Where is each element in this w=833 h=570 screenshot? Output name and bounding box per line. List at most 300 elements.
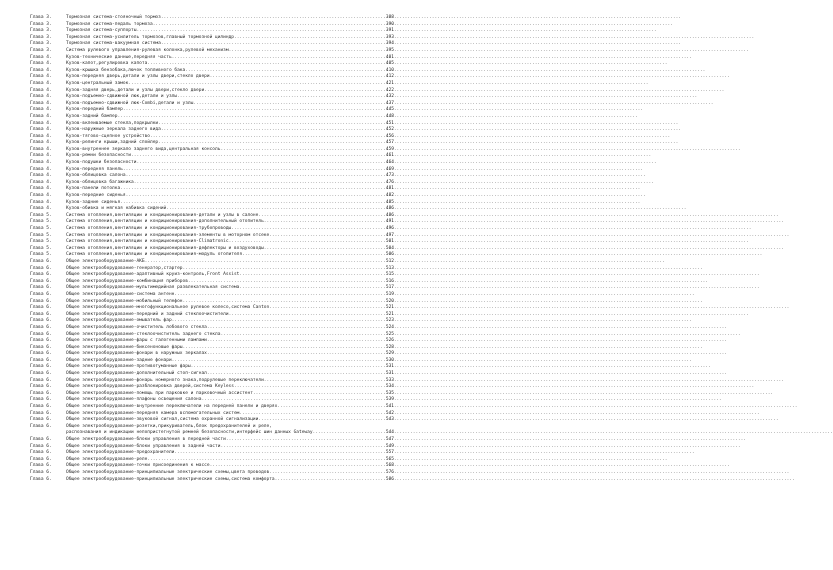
toc-chapter-label: Глава 4.: [30, 100, 52, 106]
toc-entry-title: Общее электрооборудование-противотуманные фары: [66, 364, 191, 370]
toc-page-number: 539: [385, 397, 394, 403]
toc-entry: [30, 338, 394, 345]
toc-page-number: 391: [385, 28, 394, 34]
toc-dot-leader: [258, 417, 380, 424]
toc-entry-title: Кузов-внутреннее зеркало заднего вида,центральная консоль: [66, 146, 221, 152]
toc-page-number: 432: [385, 94, 394, 100]
toc-page-number: 519: [385, 291, 394, 297]
toc-dot-leader: [313, 430, 380, 437]
toc-page-number: 512: [385, 258, 394, 264]
toc-entry-title: Общее электрооборудование-система антенн: [66, 291, 175, 297]
toc-page-number: 461: [385, 153, 394, 159]
toc-dot-leader: [158, 121, 380, 128]
toc-chapter-label: Глава 6.: [30, 377, 52, 383]
toc-entry-title: Общее электрооборудование-генератор,стартер: [66, 265, 183, 271]
toc-page-number: 422: [385, 87, 394, 93]
toc-dot-leader: [220, 147, 380, 154]
toc-chapter-label: Глава 4.: [30, 206, 52, 212]
toc-page-number: 496: [385, 226, 394, 231]
toc-entry: [30, 41, 394, 48]
toc-chapter-label: Глава 4.: [30, 193, 52, 199]
toc-dot-leader: [161, 127, 380, 134]
toc-entry-title: Общее электрооборудование-принципиальные электрические схемы,цвета проводов: [66, 469, 270, 475]
toc-entry: [30, 450, 394, 457]
toc-chapter-label: Глава 3.: [30, 47, 52, 53]
toc-chapter-label: Глава 6.: [30, 450, 52, 456]
toc-chapter-label: Глава 6.: [30, 344, 52, 350]
toc-chapter-label: Глава 4.: [30, 113, 52, 119]
toc-dot-leader: [239, 285, 380, 292]
toc-page-number: 586: [385, 476, 394, 482]
toc-dot-leader: [161, 15, 380, 22]
toc-entry: [30, 463, 394, 470]
toc-entry: [30, 206, 394, 213]
toc-dot-leader: [207, 338, 380, 345]
toc-entry: [30, 305, 394, 312]
toc-page-number: 421: [385, 80, 394, 86]
toc-chapter-label: Глава 6.: [30, 311, 52, 317]
toc-entry: [30, 160, 394, 167]
toc-page-number: 541: [385, 404, 394, 410]
toc-chapter-label: Глава 6.: [30, 469, 52, 475]
toc-entry-title: Общее электрооборудование-очиститель лобового стекла: [66, 324, 207, 330]
toc-chapter-label: Глава 4.: [30, 87, 52, 93]
toc-dot-leader: [174, 292, 380, 299]
toc-dot-leader: [207, 351, 380, 358]
toc-entry: [30, 430, 394, 437]
toc-page-number: 451: [385, 120, 394, 126]
toc-page-number: 410: [385, 67, 394, 73]
toc-entry: [30, 239, 394, 246]
toc-entry-title: Кузов-центральный замок: [66, 80, 129, 86]
toc-entry: [30, 226, 394, 233]
toc-entry-title: Общее электрооборудование-розетки,прикуриватель,блок предохранителей и реле,: [66, 423, 272, 429]
toc-dot-leader: [207, 371, 380, 378]
toc-dot-leader: [174, 450, 380, 457]
toc-dot-leader: [234, 384, 380, 391]
toc-chapter-label: Глава 6.: [30, 318, 52, 324]
toc-page-number: 482: [385, 193, 394, 199]
toc-entry-title: Система отопления,вентиляции и кондиционирования-дефлекторы и воздуховоды: [66, 245, 264, 251]
toc-chapter-label: Глава 6.: [30, 417, 52, 423]
toc-dot-leader: [128, 81, 380, 88]
toc-page-number: 476: [385, 179, 394, 185]
toc-dot-leader: [123, 107, 380, 114]
table-of-contents: [30, 15, 394, 483]
toc-entry: [30, 351, 394, 358]
toc-dot-leader: [253, 391, 380, 398]
toc-entry-title: Система отопления,вентиляции и кондиционирования-модуль отопителя: [66, 252, 243, 258]
toc-dot-leader: [120, 186, 380, 193]
toc-chapter-label: Глава 6.: [30, 437, 52, 442]
toc-chapter-label: Глава 6.: [30, 371, 52, 377]
toc-page-number: 549: [385, 443, 394, 449]
toc-dot-leader: [204, 88, 380, 95]
toc-page-number: 486: [385, 212, 394, 218]
toc-chapter-label: Глава 4.: [30, 54, 52, 60]
toc-page-number: 395: [385, 47, 394, 53]
toc-chapter-label: Глава 4.: [30, 146, 52, 152]
toc-page-number: 481: [385, 186, 394, 192]
toc-entry-title: Общее электрооборудование-звуковой сигнал,система охранной сигнализации: [66, 417, 259, 423]
toc-page-number: 491: [385, 219, 394, 225]
toc-entry: [30, 325, 394, 332]
toc-chapter-label: Глава 3.: [30, 41, 52, 47]
toc-dot-leader: [234, 35, 380, 42]
toc-dot-leader: [220, 332, 380, 339]
toc-dot-leader: [210, 463, 380, 470]
toc-entry-title: Кузов-крышка бензобака,лючок топливного бака: [66, 67, 186, 73]
toc-chapter-label: Глава 6.: [30, 291, 52, 297]
toc-dot-leader: [172, 318, 380, 325]
toc-chapter-label: Глава 6.: [30, 298, 52, 304]
toc-chapter-label: Глава 4.: [30, 80, 52, 86]
toc-chapter-label: Глава 5.: [30, 245, 52, 251]
toc-page-number: 485: [385, 199, 394, 205]
toc-page-number: 544: [385, 430, 394, 436]
toc-page-number: 524: [385, 324, 394, 330]
toc-entry-title: Общее электрооборудование-предохранители: [66, 450, 175, 456]
toc-dot-leader: [150, 134, 380, 141]
toc-page-number: 521: [385, 311, 394, 317]
toc-chapter-label: Глава 6.: [30, 410, 52, 416]
toc-entry-title: Кузов-передняя панель: [66, 166, 123, 172]
toc-chapter-label: Глава 4.: [30, 173, 52, 179]
toc-entry: [30, 114, 394, 121]
toc-dot-leader: [264, 219, 380, 226]
toc-chapter-label: Глава 6.: [30, 285, 52, 291]
toc-page-number: 506: [385, 252, 394, 258]
toc-entry-title: Кузов-подъемно-сдвижной люк,детали и узлы: [66, 94, 178, 100]
toc-chapter-label: Глава 6.: [30, 338, 52, 344]
toc-entry-title: Общее электрооборудование-блоки управления в передней части: [66, 437, 226, 442]
toc-page-number: 520: [385, 298, 394, 304]
toc-dot-leader: [131, 153, 380, 160]
toc-page-number: 445: [385, 107, 394, 113]
toc-entry: [30, 61, 394, 68]
toc-page-number: 452: [385, 127, 394, 133]
toc-dot-leader: [136, 160, 380, 167]
toc-dot-leader: [193, 101, 380, 108]
toc-entry-title: Кузов-передняя дверь,детали и узлы двери,стекло двери: [66, 74, 210, 80]
toc-page-number: 542: [385, 410, 394, 416]
toc-dot-leader: [239, 272, 380, 279]
toc-entry-title: Общее электрооборудование-многофункциональное рулевое колесо,система Canton: [66, 305, 270, 311]
toc-dot-leader: [242, 252, 380, 259]
toc-entry: [30, 219, 394, 226]
toc-dot-leader: [153, 22, 380, 29]
toc-entry: [30, 384, 394, 391]
toc-entry-title: Кузов-панели потолка: [66, 186, 121, 192]
toc-page-number: 513: [385, 265, 394, 271]
toc-entry-title: Общее электрооборудование-фонари в наружных зеркалах: [66, 351, 207, 357]
toc-page-number: 457: [385, 140, 394, 146]
toc-dot-leader: [147, 61, 380, 68]
toc-dot-leader: [126, 173, 380, 180]
toc-page-number: 497: [385, 232, 394, 238]
toc-page-number: 516: [385, 278, 394, 284]
toc-chapter-label: Глава 6.: [30, 476, 52, 482]
toc-entry-title: Кузов-задний бампер: [66, 113, 118, 119]
toc-page-number: 576: [385, 469, 394, 475]
toc-dot-leader: [258, 213, 380, 220]
toc-entry-title: Система отопления,вентиляции и кондиционирования-детали и узлы в салоне: [66, 212, 259, 218]
toc-dot-leader: [117, 114, 380, 121]
toc-page-number: 412: [385, 74, 394, 80]
toc-chapter-label: Глава 5.: [30, 212, 52, 218]
toc-page-number: 469: [385, 166, 394, 172]
toc-entry-title: Кузов-задняя дверь,детали и узлы двери,стекло двери: [66, 87, 205, 93]
toc-page-number: 531: [385, 371, 394, 377]
toc-entry: [30, 404, 394, 411]
toc-dot-leader: [191, 364, 380, 371]
toc-page-number: 529: [385, 351, 394, 357]
toc-entry-title: Общее электрооборудование-биксеноновые фары: [66, 344, 183, 350]
toc-chapter-label: Глава 4.: [30, 127, 52, 133]
toc-page-number: 501: [385, 239, 394, 245]
toc-entry: [30, 94, 394, 101]
toc-page-number: 526: [385, 338, 394, 344]
toc-entry-title: Общее электрооборудование-точки присоединения к массе: [66, 463, 210, 469]
toc-chapter-label: Глава 6.: [30, 390, 52, 396]
toc-entry-title: Общее электрооборудование-передняя камера вспомогательных систем: [66, 410, 240, 416]
toc-entry-title: Кузов-передние сиденья: [66, 193, 126, 199]
toc-entry-title: Система рулевого управления-рулевая колонка,рулевой механизм: [66, 47, 229, 53]
toc-dot-leader: [166, 206, 380, 213]
toc-dot-leader: [126, 193, 380, 200]
toc-entry: [30, 81, 394, 88]
toc-dot-leader: [161, 41, 380, 48]
toc-chapter-label: Глава 4.: [30, 166, 52, 172]
toc-entry-title: Кузов-облицовка багажника: [66, 179, 134, 185]
toc-dot-leader: [239, 411, 380, 418]
toc-entry-title: Кузов-релинги крыши,задний спойлер: [66, 140, 159, 146]
toc-chapter-label: Глава 6.: [30, 324, 52, 330]
toc-chapter-label: Глава 4.: [30, 61, 52, 67]
toc-page-number: 464: [385, 160, 394, 166]
toc-dot-leader: [172, 55, 380, 62]
toc-page-number: 533: [385, 377, 394, 383]
toc-page-number: 557: [385, 450, 394, 456]
toc-entry-title: Кузов-капот,регулировка капота: [66, 61, 148, 67]
toc-page-number: 515: [385, 272, 394, 278]
toc-entry: [30, 48, 394, 55]
toc-page-number: 393: [385, 34, 394, 40]
toc-entry-title: Общее электрооборудование-адаптивный круиз-контроль,Front Assist: [66, 272, 240, 278]
toc-entry-title: Общее электрооборудование-реле: [66, 456, 148, 462]
toc-chapter-label: Глава 3.: [30, 15, 52, 20]
toc-chapter-label: Глава 4.: [30, 107, 52, 113]
toc-entry-title: Общее электрооборудование-комбинация приборов: [66, 278, 188, 284]
toc-entry: [30, 15, 394, 22]
toc-page-number: 528: [385, 344, 394, 350]
toc-entry-title: Система отопления,вентиляции и кондиционирования-дополнительный отопитель: [66, 219, 264, 225]
toc-dot-leader: [277, 404, 380, 411]
toc-chapter-label: Глава 4.: [30, 94, 52, 100]
toc-dot-leader: [134, 180, 380, 187]
toc-dot-leader: [264, 246, 380, 253]
toc-entry: [30, 318, 394, 325]
toc-entry: [30, 252, 394, 259]
toc-page-number: 437: [385, 100, 394, 106]
toc-entry-title: Общее электрооборудование-мультимедийная развлекательная система: [66, 285, 240, 291]
toc-chapter-label: Глава 6.: [30, 272, 52, 278]
toc-page-number: 390: [385, 21, 394, 27]
toc-dot-leader: [123, 167, 380, 174]
toc-entry-title: Кузов-подушки безопасности: [66, 160, 137, 166]
toc-chapter-label: Глава 5.: [30, 239, 52, 245]
toc-chapter-label: Глава 4.: [30, 120, 52, 126]
toc-entry-title: Общее электрооборудование-помощь при парковке и парковочный ассистент: [66, 390, 253, 396]
toc-page-number: 388: [385, 15, 394, 20]
toc-chapter-label: Глава 4.: [30, 160, 52, 166]
toc-chapter-label: Глава 3.: [30, 28, 52, 34]
toc-dot-leader: [269, 305, 380, 312]
toc-page-number: 517: [385, 285, 394, 291]
toc-page-number: 525: [385, 331, 394, 337]
toc-page-number: 547: [385, 437, 394, 442]
toc-chapter-label: Глава 6.: [30, 357, 52, 363]
toc-entry: [30, 140, 394, 147]
toc-entry-title: Общее электрооборудование-внутренние переключатели на передней панели и дверях: [66, 404, 278, 410]
toc-chapter-label: Глава 4.: [30, 133, 52, 139]
toc-chapter-label: Глава 5.: [30, 226, 52, 231]
toc-entry-title: Кузов-технические данные,передняя часть: [66, 54, 172, 60]
toc-entry-title: Общее электрооборудование-омыватель фар: [66, 318, 172, 324]
toc-dot-leader: [264, 378, 380, 385]
toc-chapter-label: Глава 6.: [30, 265, 52, 271]
toc-page-number: 530: [385, 357, 394, 363]
toc-dot-leader: [220, 444, 380, 451]
toc-entry-title: Кузов-тягово-сцепное устройство: [66, 133, 150, 139]
toc-dot-leader: [183, 345, 381, 352]
toc-entry: [30, 74, 394, 81]
toc-chapter-label: Глава 6.: [30, 443, 52, 449]
toc-entry: [30, 193, 394, 200]
toc-chapter-label: Глава 4.: [30, 140, 52, 146]
toc-entry-title: Тормозная система-педаль тормоза: [66, 21, 153, 27]
toc-entry-title: Система отопления,вентиляции и кондиционирования-Climatronic: [66, 239, 229, 245]
toc-chapter-label: Глава 6.: [30, 423, 52, 429]
toc-entry-title: Тормозная система-вакуумная система: [66, 41, 161, 47]
toc-chapter-label: Глава 4.: [30, 186, 52, 192]
toc-entry: [30, 272, 394, 279]
toc-dot-leader: [177, 94, 380, 101]
toc-entry-title: Общее электрооборудование-фонарь номерного знака,подрулевые переключатели: [66, 377, 264, 383]
toc-dot-leader: [207, 325, 380, 332]
toc-dot-leader: [275, 477, 380, 484]
toc-chapter-label: Глава 5.: [30, 232, 52, 238]
toc-entry-title: Кузов-передний бампер: [66, 107, 123, 113]
toc-chapter-label: Глава 5.: [30, 219, 52, 225]
document-page: [0, 0, 400, 570]
toc-entry: [30, 371, 394, 378]
toc-entry-title: Общее электрооборудование-передний и задний стеклоочистители: [66, 311, 229, 317]
toc-entry-title: Общее электрооборудование-стеклоочиститель заднего стекла: [66, 331, 221, 337]
toc-page-number: 486: [385, 206, 394, 212]
toc-entry: [30, 107, 394, 114]
toc-chapter-label: Глава 4.: [30, 179, 52, 185]
toc-dot-leader: [231, 226, 380, 233]
toc-entry-title: Тормозная система-усилитель тормозов,главный тормозной цилиндр: [66, 34, 234, 40]
toc-entry-title: Общее электрооборудование-разблокировка дверей,система Keyless: [66, 384, 234, 390]
toc-entry-title: Система отопления,вентиляции и кондиционирования-элементы в моторном отсеке: [66, 232, 270, 238]
toc-page-number: 459: [385, 146, 394, 152]
toc-entry-title: Тормозная система-стояночный тормоз: [66, 15, 161, 20]
toc-entry-title: Кузов-облицовка салона: [66, 173, 126, 179]
toc-page-number: 534: [385, 384, 394, 390]
toc-chapter-label: Глава 3.: [30, 34, 52, 40]
toc-entry-title: Общее электрооборудование-принципиальные электрические схемы,система комфорта: [66, 476, 275, 482]
toc-chapter-label: Глава 3.: [30, 21, 52, 27]
toc-page-number: 448: [385, 113, 394, 119]
toc-entry-title: Общее электрооборудование-блоки управления в задней части: [66, 443, 221, 449]
toc-page-number: 535: [385, 390, 394, 396]
toc-page-number: 565: [385, 456, 394, 462]
toc-entry-title: Система отопления,вентиляции и кондиционирования-трубопроводы: [66, 226, 232, 231]
toc-entry-title: Кузов-подъемно-сдвижной люк-Combi,детали и узлы: [66, 100, 194, 106]
toc-chapter-label: Глава 6.: [30, 463, 52, 469]
toc-chapter-label: Глава 4.: [30, 199, 52, 205]
toc-entry: [30, 127, 394, 134]
toc-entry-title: Кузов-задние сиденья: [66, 199, 121, 205]
toc-chapter-label: Глава 6.: [30, 364, 52, 370]
toc-chapter-label: Глава 6.: [30, 404, 52, 410]
toc-dot-leader: [136, 28, 380, 35]
toc-page-number: 401: [385, 54, 394, 60]
toc-entry: [30, 285, 394, 292]
toc-dot-leader: [185, 68, 380, 75]
toc-chapter-label: Глава 6.: [30, 351, 52, 357]
toc-dot-leader: [269, 233, 380, 240]
toc-entry: [30, 477, 394, 484]
toc-entry: [30, 28, 394, 35]
toc-page-number: 473: [385, 173, 394, 179]
toc-dot-leader: [172, 358, 380, 365]
toc-dot-leader: [229, 312, 380, 319]
toc-page-number: 543: [385, 417, 394, 423]
toc-chapter-label: Глава 6.: [30, 278, 52, 284]
toc-page-number: 394: [385, 41, 394, 47]
toc-entry-title: распознавания и индикации непопристегнутой ремней безопасности,интерфейс шин данных Gateway: [66, 430, 313, 436]
toc-page-number: 523: [385, 318, 394, 324]
toc-chapter-label: Глава 4.: [30, 153, 52, 159]
toc-page-number: 531: [385, 364, 394, 370]
toc-dot-leader: [158, 140, 380, 147]
toc-entry-title: Общее электрооборудование-задние фонари: [66, 357, 172, 363]
toc-entry-title: Кузов-обивка и мягкая набивка сидений: [66, 206, 167, 212]
toc-chapter-label: Глава 6.: [30, 456, 52, 462]
toc-page-number: 521: [385, 305, 394, 311]
toc-dot-leader: [229, 239, 380, 246]
toc-dot-leader: [145, 259, 380, 266]
toc-dot-leader: [226, 437, 380, 444]
toc-page-number: 405: [385, 61, 394, 67]
toc-entry-title: Кузов-ремни безопасности: [66, 153, 132, 159]
toc-entry-title: Кузов-вклеиваемые стекла,подкрылки: [66, 120, 159, 126]
toc-chapter-label: Глава 4.: [30, 74, 52, 80]
toc-entry: [30, 259, 394, 266]
toc-entry: [30, 173, 394, 180]
toc-chapter-label: Глава 5.: [30, 252, 52, 258]
toc-page-number: 504: [385, 245, 394, 251]
toc-page-number: 456: [385, 133, 394, 139]
toc-entry-title: Общее электрооборудование-мобильный телефон: [66, 298, 183, 304]
toc-page-number: 568: [385, 463, 394, 469]
toc-chapter-label: Глава 6.: [30, 397, 52, 403]
toc-entry: [30, 292, 394, 299]
toc-chapter-label: Глава 6.: [30, 258, 52, 264]
